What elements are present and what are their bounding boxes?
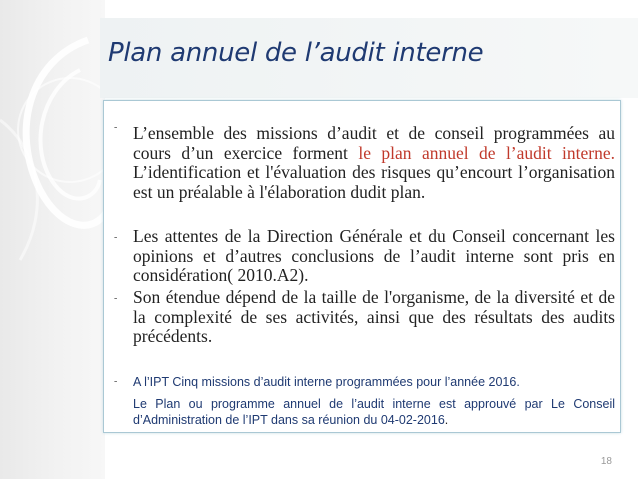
bullet-1-highlight: le plan annuel de l’audit interne. — [358, 142, 616, 163]
bullet-1-text — [133, 124, 615, 202]
bullet-marker: - — [114, 232, 118, 243]
bullet-4-text: A l’IPT Cinq missions d’audit interne programmées pour l’année 2016. — [133, 375, 520, 389]
bullet-marker: - — [114, 376, 118, 387]
bullet-marker: - — [114, 122, 118, 133]
bullet-3-text: Son étendue dépend de la taille de l'organisme, de la diversité et de la complexité de ses activités, ainsi que des résultats des audits précédents. — [133, 287, 615, 346]
bullet-marker: - — [114, 293, 118, 304]
page-number: 18 — [600, 456, 612, 467]
bullet-2-text: Les attentes de la Direction Générale et du Conseil concernant les opinions et d’autres conclusions de l’audit interne sont pris en considération( 2010.A2). — [133, 226, 615, 285]
slide-title: Plan annuel de l’audit interne — [108, 38, 484, 68]
approval-note-end: . — [444, 413, 449, 427]
bullet-1-text-before: L’ensemble des missions d’audit et de conseil programmées au cours d’un exercice forment — [133, 123, 615, 163]
approval-note — [133, 396, 615, 428]
approval-note-text: Le Plan ou programme annuel de l’audit interne est approuvé par Le Conseil d’Administration de l’IPT dans sa réunion du 04-02-2016 — [133, 397, 615, 427]
bullet-1-text-after: L’identification et l'évaluation des risques qu’encourt l’organisation est un préalable à l'élaboration dudit plan. — [133, 162, 615, 202]
